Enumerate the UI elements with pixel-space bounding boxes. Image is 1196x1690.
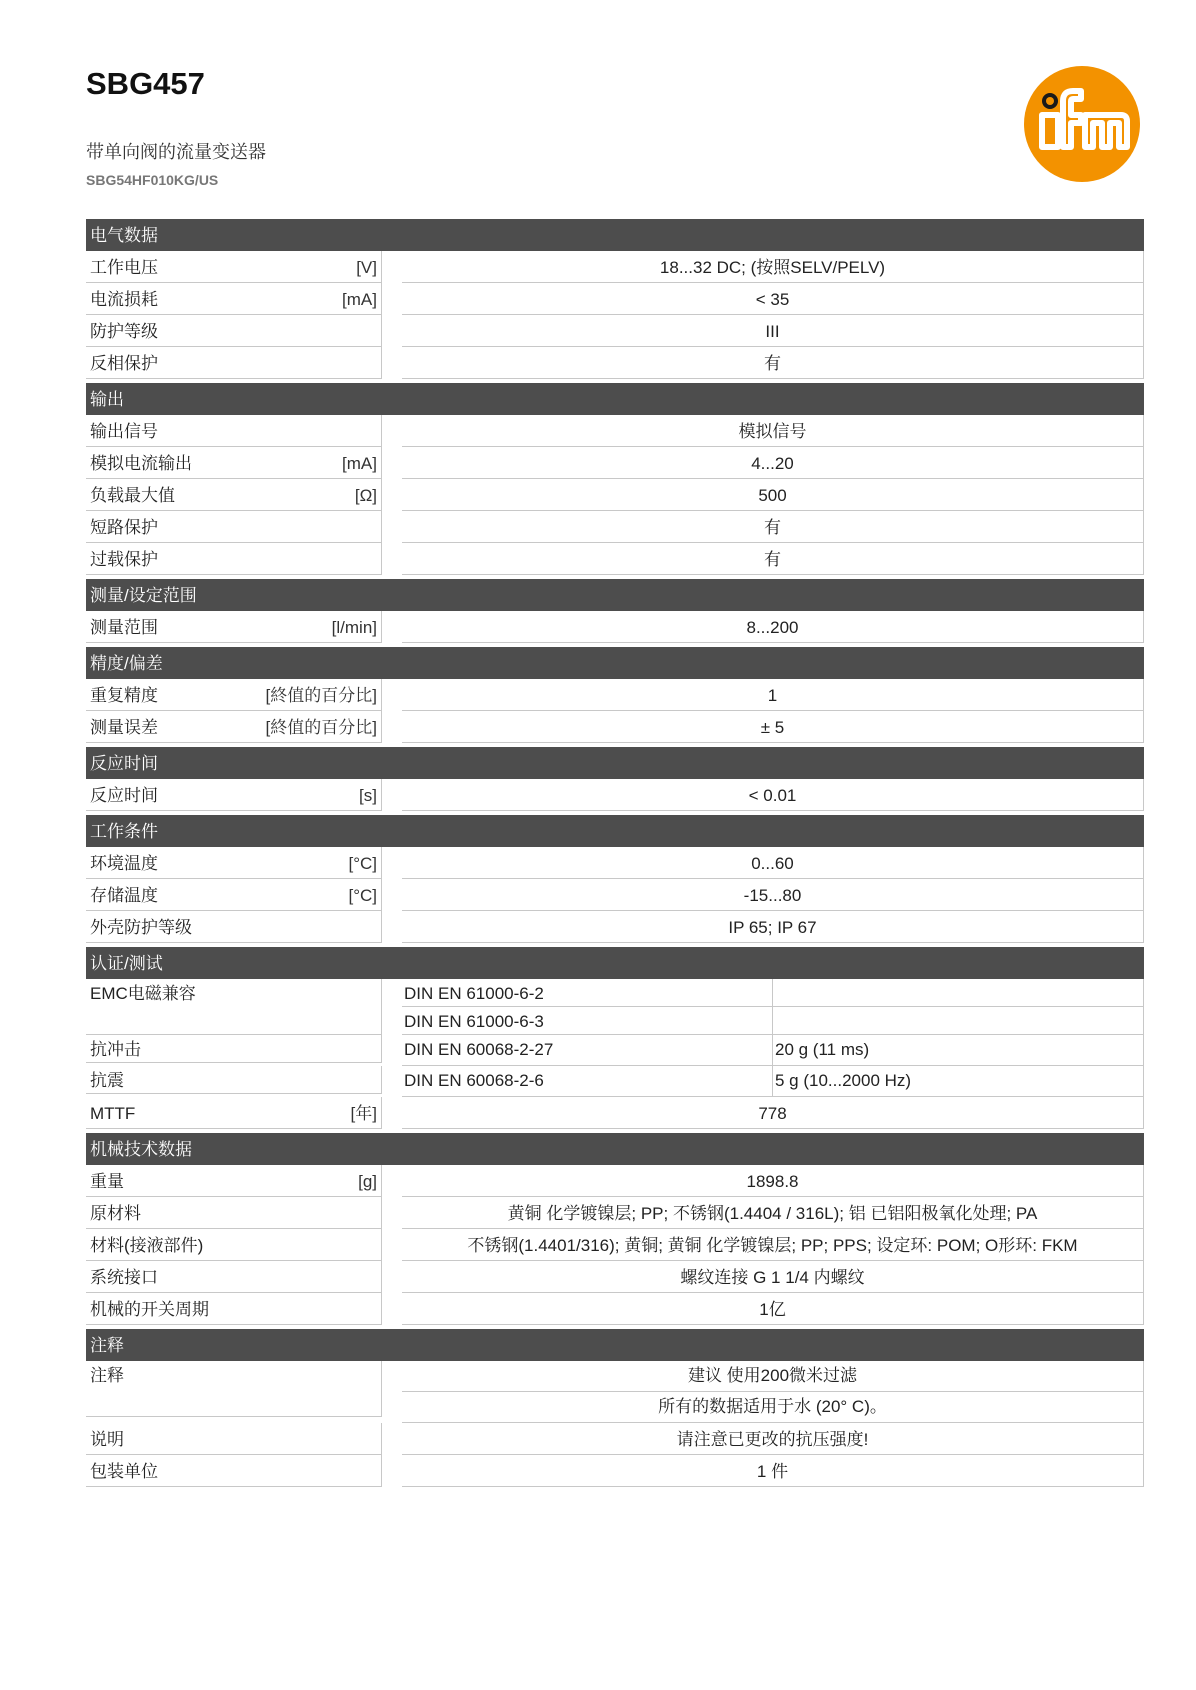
row-label: 存储温度 [90, 886, 158, 905]
row-value: 1 件 [402, 1455, 1144, 1487]
row-label: 输出信号 [90, 422, 158, 441]
table-row [86, 847, 1144, 879]
table-row [86, 1261, 1144, 1293]
row-value: 500 [402, 479, 1144, 511]
row-label: 工作电压 [90, 258, 158, 277]
row-label: 注释 [90, 1366, 124, 1385]
note-value: 所有的数据适用于水 (20° C)。 [402, 1392, 1144, 1423]
ifm-logo-icon [1023, 65, 1141, 183]
row-value: 778 [402, 1097, 1144, 1129]
table-row [86, 679, 1144, 711]
section-electrical-header: 电气数据 [86, 219, 1144, 251]
row-value: 18...32 DC; (按照SELV/PELV) [402, 251, 1144, 283]
row-label: EMC电磁兼容 [90, 984, 196, 1003]
row-label: 防护等级 [90, 322, 158, 341]
row-unit: [終值的百分比] [265, 686, 377, 705]
table-row-shock [86, 1035, 1144, 1066]
row-unit: [l/min] [331, 618, 377, 637]
row-label: 测量误差 [90, 718, 158, 737]
row-value: < 35 [402, 283, 1144, 315]
data-sheet [86, 219, 1144, 1487]
row-label: 过载保护 [90, 550, 158, 569]
table-row [86, 1229, 1144, 1261]
row-label: 反应时间 [90, 786, 158, 805]
row-unit: [°C] [348, 886, 377, 905]
row-unit: [Ω] [354, 486, 377, 505]
table-row-emc [86, 979, 1144, 1035]
row-label: 原材料 [90, 1204, 141, 1223]
table-row [86, 1455, 1144, 1487]
section-response-header: 反应时间 [86, 747, 1144, 779]
row-label: 外壳防护等级 [90, 918, 192, 937]
row-value: III [402, 315, 1144, 347]
row-unit: [mA] [342, 290, 377, 309]
table-row [86, 1165, 1144, 1197]
table-row [86, 447, 1144, 479]
table-row-notes [86, 1361, 1144, 1423]
table-row [86, 911, 1144, 943]
table-row [86, 347, 1144, 379]
table-row [86, 543, 1144, 575]
table-row [86, 415, 1144, 447]
section-output-header: 输出 [86, 383, 1144, 415]
product-title: SBG457 [86, 66, 205, 101]
row-unit: [°C] [348, 854, 377, 873]
section-mechanical-header: 机械技术数据 [86, 1133, 1144, 1165]
table-row [86, 283, 1144, 315]
row-value: 模拟信号 [402, 415, 1144, 447]
article-number: SBG54HF010KG/US [86, 172, 219, 188]
table-row [86, 779, 1144, 811]
row-value: ± 5 [402, 711, 1144, 743]
row-label: 包装单位 [90, 1462, 158, 1481]
row-value: 1亿 [402, 1293, 1144, 1325]
note-value: 建议 使用200微米过滤 [402, 1361, 1144, 1392]
section-tests-header: 认证/测试 [86, 947, 1144, 979]
row-value: 0...60 [402, 847, 1144, 879]
table-row [86, 879, 1144, 911]
row-value: 有 [402, 543, 1144, 575]
row-unit: [V] [356, 258, 377, 277]
section-conditions-header: 工作条件 [86, 815, 1144, 847]
row-label: 测量范围 [90, 618, 158, 637]
section-accuracy-header: 精度/偏差 [86, 647, 1144, 679]
vibration-standard: DIN EN 60068-2-6 [402, 1066, 773, 1097]
table-row [86, 315, 1144, 347]
row-value: 黄铜 化学镀镍层; PP; 不锈钢(1.4404 / 316L); 铝 已铝阳极氧化处理; PA [402, 1197, 1144, 1229]
row-unit: [s] [359, 786, 377, 805]
row-unit: [終值的百分比] [265, 718, 377, 737]
product-subtitle: 带单向阀的流量变送器 [86, 142, 266, 162]
row-value: < 0.01 [402, 779, 1144, 811]
table-row [86, 611, 1144, 643]
table-row-mttf [86, 1097, 1144, 1129]
table-row [86, 1293, 1144, 1325]
section-range-header: 测量/设定范围 [86, 579, 1144, 611]
row-value: -15...80 [402, 879, 1144, 911]
row-unit: [mA] [342, 454, 377, 473]
table-row [86, 1423, 1144, 1455]
row-value: 1898.8 [402, 1165, 1144, 1197]
row-label: 系统接口 [90, 1268, 158, 1287]
row-label: 说明 [90, 1430, 124, 1449]
row-label: 重复精度 [90, 686, 158, 705]
row-label: 负载最大值 [90, 486, 175, 505]
row-label: 抗冲击 [90, 1040, 141, 1059]
row-label: 反相保护 [90, 354, 158, 373]
table-row [86, 251, 1144, 283]
row-value: 请注意已更改的抗压强度! [402, 1423, 1144, 1455]
emc-standard: DIN EN 61000-6-3 [402, 1007, 773, 1035]
row-label: 材料(接液部件) [90, 1236, 204, 1255]
row-label: 环境温度 [90, 854, 158, 873]
row-value: 4...20 [402, 447, 1144, 479]
row-unit: [年] [350, 1104, 377, 1123]
row-value: 有 [402, 511, 1144, 543]
row-label: 短路保护 [90, 518, 158, 537]
emc-standard: DIN EN 61000-6-2 [402, 979, 773, 1007]
section-notes-header: 注释 [86, 1329, 1144, 1361]
table-row [86, 511, 1144, 543]
shock-standard: DIN EN 60068-2-27 [402, 1035, 773, 1066]
row-label: MTTF [90, 1104, 136, 1123]
row-value: 有 [402, 347, 1144, 379]
row-value: 1 [402, 679, 1144, 711]
table-row [86, 711, 1144, 743]
table-row-vibration [86, 1066, 1144, 1097]
row-label: 重量 [90, 1172, 124, 1191]
row-value: 螺纹连接 G 1 1/4 内螺纹 [402, 1261, 1144, 1293]
vibration-value: 5 g (10...2000 Hz) [773, 1066, 1144, 1097]
row-unit: [g] [358, 1172, 377, 1191]
row-label: 抗震 [90, 1071, 124, 1090]
table-row [86, 479, 1144, 511]
row-value: 不锈钢(1.4401/316); 黄铜; 黄铜 化学镀镍层; PP; PPS; 设定环: POM; O形环: FKM [402, 1229, 1144, 1261]
row-value: IP 65; IP 67 [402, 911, 1144, 943]
shock-value: 20 g (11 ms) [773, 1035, 1144, 1066]
table-row [86, 1197, 1144, 1229]
row-value: 8...200 [402, 611, 1144, 643]
row-label: 机械的开关周期 [90, 1300, 209, 1319]
row-label: 模拟电流输出 [90, 454, 192, 473]
row-label: 电流损耗 [90, 290, 158, 309]
